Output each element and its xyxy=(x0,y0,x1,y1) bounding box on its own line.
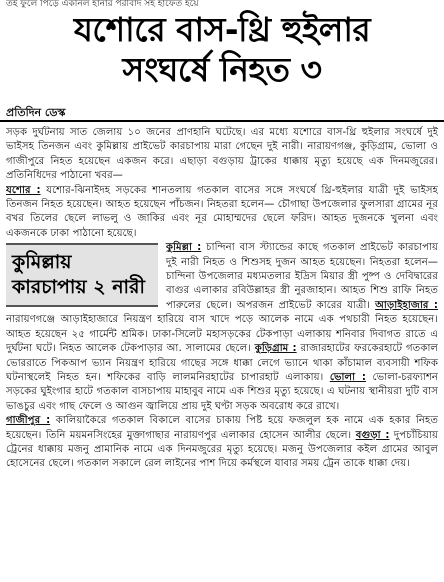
article-body xyxy=(6,126,438,578)
kurigram-text: রাজারহাটের ফরকেরহাটে গতকাল ভোররাতে পিকআপ ভ্যান নিয়ন্ত্রণ হারিয়ে গাছের সঙ্গে ধাক্কা লেগে ভ্যানে থাকা কাঁচামাল ব্যবসায়ী শফিক ঘটনাস্থলেই নিহত হন। শফিকের বাড়ি লালমনিরহাটের চাপারহাট এলাকায়। xyxy=(6,343,438,383)
place-label-jessore: যশোর : xyxy=(6,184,41,196)
paragraph-jessore xyxy=(6,184,438,242)
paragraph-gazipur xyxy=(6,414,438,472)
place-label-comilla: কুমিল্লা : xyxy=(166,242,202,254)
subheading-line-1: কুমিল্লায় xyxy=(12,251,72,274)
headline-line-1: যশোরে বাস-থ্রি হুইলার xyxy=(73,10,371,49)
header-rule xyxy=(0,120,444,122)
subheading-box xyxy=(6,243,158,307)
comilla-text: চান্দিনা বাস স্ট্যান্ডের কাছে গতকাল প্রাইভেট কারচাপায় দুই নারী নিহত ও শিশুসহ দুজন আহত হয়েছেন। নিহতরা হলেন— চান্দিনা উপজেলার মধ্যমতলার ইদ্রিস মিয়ার স্ত্রী পুষ্প ও দেবিদ্বারের বাগুর এলাকার রবিউল্লাহর স্ত্রী নুরজাহান। আহত শিশু রাফি নিহত পারুলের ছেলে। অপরজন প্রাইভেট কারের যাত্রী। xyxy=(166,242,438,311)
place-label-araihazar: আড়াইহাজার : xyxy=(375,299,438,311)
bhola-text: ভোলা-চরফ্যাশন সড়কের ঘুইংগার হাটে গতকাল বাসচাপায় মাহাবুব নামে এক শিশুর মৃত্যু হয়েছে। এ ঘটনায় স্থানীয়রা দুটি বাস ভাঙচুর এবং গাছ ফেলে ও আগুন জ্বালিয়ে প্রায় দুই ঘণ্টা সড়ক অবরোধ করে রাখে। xyxy=(6,371,438,412)
jessore-text: যশোর-ঝিনাইদহ সড়কের শানতলায় গতকাল বাসের সঙ্গে সংঘর্ষে থ্রি-হুইলার যাত্রী দুই ভাইসহ তিনজন নিহত হয়েছেন। আহত হয়েছেন পাঁচজন। নিহতরা হলেন— চৌগাছা উপজেলার ফুলসারা গ্রামের নূর বখর তিলের ছেলে লাভলু ও জাকির এবং নূর মোহাম্মদের ছেলে ফরিদ। আহত দুজনকে খুলনা এবং একজনকে ঢাকা পাঠানো হয়েছে। xyxy=(6,184,438,239)
place-label-bogra: বগুড়া : xyxy=(355,429,390,441)
dateline: প্রতিদিন ডেস্ক xyxy=(6,106,66,119)
cropped-previous-article-line: তই ফুলে পিড়ে একনিল হানার পরীবাদ সহ হাফেত হয়ে xyxy=(6,0,199,9)
bogra-text: দুপচাঁচিয়ায় ট্রেনের ধাক্কায় মজনু প্রামানিক নামে এক দিনমজুরের মৃত্যু হয়েছে। মজনু উপজেলার কইল গ্রামের আবুল হোসেনের ছেলে। গতকাল সকালে রেল লাইনের পাশ দিয়ে কর্মস্থলে যাবার সময় ট্রেন তাকে ধাক্কা দেয়। xyxy=(6,429,438,470)
place-label-bhola: ভোলা : xyxy=(329,371,366,383)
place-label-kurigram: কুড়িগ্রাম : xyxy=(254,343,297,355)
place-label-gazipur: গাজীপুর : xyxy=(6,415,51,427)
headline-line-2: সংঘর্ষে নিহত ৩ xyxy=(122,50,322,89)
gazipur-text: কালিয়াকৈরে গতকাল বিকালে বাসের চাকায় পিষ্ট হয়ে ফজলুল হক নামে এক হকার নিহত হয়েছেন। তিনি ময়মনসিংহের মুক্তাগাছার নারায়ণপুর এলাকার হোসেন আলীর ছেলে। xyxy=(6,415,438,441)
paragraph-intro xyxy=(6,126,438,184)
araihazar-text: নারায়ণগঞ্জে আড়াইহাজারে নিয়ন্ত্রণ হারিয়ে বাস খাদে পড়ে আলেক নামে এক পথচারী নিহত হয়েছেন। আহত হয়েছেন ২৫ গার্মেন্ট শ্রমিক। ঢাকা-সিলেট মহাসড়কের টেকপাড়া এলাকায় শনিবার দিবাগত রাতে এ দুর্ঘটনা ঘটে। নিহত আলেক টেকপাড়ার আ. সালামের ছেলে। xyxy=(6,314,438,355)
subheading-line-2: কারচাপায় ২ নারী xyxy=(12,276,145,299)
article-headline xyxy=(0,10,444,90)
intro-text: সড়ক দুর্ঘটনায় সাত জেলায় ১০ জনের প্রাণহানি ঘটেছে। এর মধ্যে যশোরে বাস-থ্রি হুইলার সংঘর্ষে দুই ভাইসহ তিনজন এবং কুমিল্লায় প্রাইভেট কারচাপায় মারা গেছেন দুই নারী। নারায়ণগঞ্জ, কুড়িগ্রাম, ভোলা ও গাজীপুরে নিহত হয়েছেন একজন করে। এছাড়া বগুড়ায় ট্রাকের ধাক্কায় মৃত্যু হয়েছে এক দিনমজুরের। প্রতিনিধিদের পাঠানো খবর— xyxy=(6,127,438,182)
